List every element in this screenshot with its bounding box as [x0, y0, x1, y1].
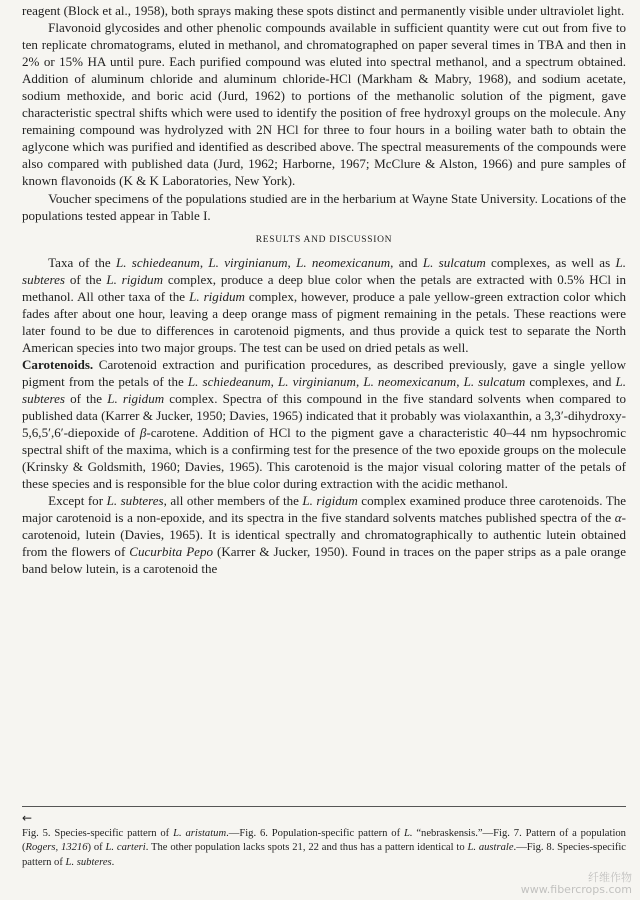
paragraph	[22, 356, 626, 492]
text-segment: ,	[287, 254, 297, 270]
caption-segment: L. aristatum	[173, 828, 227, 839]
paragraph	[22, 19, 626, 189]
caption-segment: L. carteri	[105, 842, 146, 854]
text-segment: α	[614, 510, 622, 526]
text-segment: L. schiedeanum	[187, 373, 271, 389]
paragraph	[22, 254, 626, 356]
body-text	[22, 2, 626, 578]
text-segment: , all other members of the	[163, 493, 303, 509]
caption-segment: L.	[403, 828, 413, 839]
caption-segment: Rogers, 13216	[25, 842, 88, 854]
text-segment: ,	[270, 373, 279, 389]
watermark-line2: www.fibercrops.com	[520, 883, 632, 896]
text-segment: L. rigidum	[107, 390, 165, 406]
text-segment: Flavonoid glycosides and other phenolic compounds available in sufficient quantity were cut out from five to ten replicate chromatograms, eluted in methanol, and chromatographed on paper several times in TBA and then in 2% or 15% HA until pure. Each purified compound was eluted into spectral methanol, and a spectrum obtained. Addition of aluminum chloride and aluminum chloride-HCl (Markham & Mabry, 1968), and sodium acetate, sodium methoxide, and boric acid (Jurd, 1962) to portions of the methanolic solution of the pigment, gave characteristic spectral shifts which were used to identify the position of free hydroxyl groups on the molecule. Any remaining compound was hydrolyzed with 2N HCl for three to four hours in a boiling water bath to obtain the aglycone which was purified and identified as described above. The spectral measurements of the compounds were also compared with published data (Jurd, 1962; Harborne, 1967; McClure & Alston, 1966) and pure samples of known flavonoids (K & K Laboratories, New York).	[22, 20, 626, 189]
text-segment: -carotenoid, lutein (Davies, 1965). It is identical spectrally and chromatographically to authentic lutein obtained from the flowers of	[22, 510, 626, 560]
text-segment: of the	[65, 271, 107, 287]
text-segment: complex. Spectra of this compound in the five standard solvents when compared to published data (Karrer & Jucker, 1950; Davies, 1965) indicated that it probably was violaxanthin, a 3,3′-dihydroxy-5,6,5′,6′-diepoxide of	[22, 390, 626, 441]
caption-segment: L. australe	[467, 842, 514, 854]
caption-segment: L. subteres	[65, 856, 112, 868]
paragraph	[22, 492, 626, 577]
text-segment: Cucurbita Pepo	[129, 544, 213, 560]
text-segment: ,	[355, 373, 364, 389]
text-segment: L. sulcatum	[463, 373, 526, 389]
arrow-icon: ←	[22, 811, 33, 825]
paragraphs-top	[22, 2, 626, 224]
text-segment: -carotene. Addition of HCl to the pigment gave a characteristic 40–44 nm hypsochromic spectral shift of the maxima, which is a confirming test for the presence of the two epoxide groups on the molecule (Krinsky & Goldsmith, 1960; Davies, 1965). This carotenoid is the major visual coloring matter of the petals of these species and is responsible for the blue color during extraction with the acidic methanol.	[22, 425, 626, 492]
text-segment: L. subteres	[106, 493, 164, 509]
text-segment: L. sulcatum	[422, 254, 486, 270]
text-segment: L. rigidum	[106, 271, 163, 287]
text-segment: (Karrer & Jucker, 1950). Found in traces on the paper strips as a pale orange band below lutein, is a carotenoid the	[22, 544, 626, 577]
caption-segment: Fig. 5. Species-specific pattern of	[22, 828, 174, 839]
caption-segment: .	[111, 856, 115, 868]
text-segment: L. schiedeanum	[115, 254, 200, 270]
text-segment: β	[139, 425, 147, 441]
text-segment: complexes, as well as	[485, 254, 616, 270]
paragraph	[22, 190, 626, 224]
text-segment: L. subteres	[22, 254, 627, 287]
caption-segment: “nebraskensis.”—Fig. 7. Pattern of a population (	[22, 828, 626, 854]
text-segment: complexes, and	[525, 373, 616, 389]
footnote-rule	[22, 806, 626, 807]
caption-segment: .—Fig. 8. Species-specific pattern of	[22, 842, 626, 868]
text-segment: , and	[390, 254, 423, 270]
text-segment: Except for	[48, 493, 107, 509]
text-segment: L. neomexicanum	[296, 254, 391, 270]
text-segment: ,	[199, 254, 209, 270]
section-heading: RESULTS AND DISCUSSION	[255, 234, 393, 245]
watermark-line1: 纤维作物	[588, 871, 632, 884]
text-segment: reagent (Block et al., 1958), both sprays making these spots distinct and permanently visible under ultraviolet light.	[22, 3, 625, 18]
watermark	[521, 872, 632, 896]
paragraphs-results	[22, 254, 626, 578]
figure-caption	[22, 827, 626, 870]
paragraph	[22, 2, 626, 19]
text-segment: Voucher specimens of the populations studied are in the herbarium at Wayne State University. Locations of the populations tested appear in Table I.	[22, 190, 626, 223]
caption-segment: . The other population lacks spots 21, 22 and thus has a pattern identical to	[145, 842, 468, 854]
text-segment: L. neomexicanum	[363, 373, 457, 389]
text-segment: L. virginianum	[208, 254, 288, 270]
caption-segment: ) of	[87, 842, 106, 854]
caption-segment: .—Fig. 6. Population-specific pattern of	[226, 828, 404, 839]
text-segment: L. virginianum	[278, 373, 356, 389]
text-segment: L. rigidum	[302, 493, 358, 509]
text-segment: Taxa of the	[48, 254, 116, 270]
text-segment: L. subteres	[22, 373, 627, 406]
text-segment: Carotenoids.	[22, 356, 94, 372]
text-segment: Carotenoid extraction and purification procedures, as described previously, gave a single yellow pigment from the petals of the	[22, 356, 626, 389]
text-segment: complex, produce a deep blue color when the petals are extracted with 0.5% HCl in methanol. All other taxa of the	[22, 271, 626, 304]
text-segment: complex, however, produce a pale yellow-green extraction color which fades after about one hour, leaving a deep orange mass of pigment remaining in the petals. These reactions were later found to be due to differences in carotenoid pigments, and thus provide a quick test to separate the North American species into two major groups. The test can be used on dried petals as well.	[22, 288, 626, 355]
text-segment: of the	[65, 390, 108, 406]
text-segment: complex examined produce three carotenoids. The major carotenoid is a non-epoxide, and its spectra in the five standard solvents matches published spectra of the	[22, 493, 627, 526]
figure-caption-area	[22, 806, 626, 880]
text-segment: L. rigidum	[189, 288, 245, 304]
text-segment: ,	[456, 373, 464, 389]
